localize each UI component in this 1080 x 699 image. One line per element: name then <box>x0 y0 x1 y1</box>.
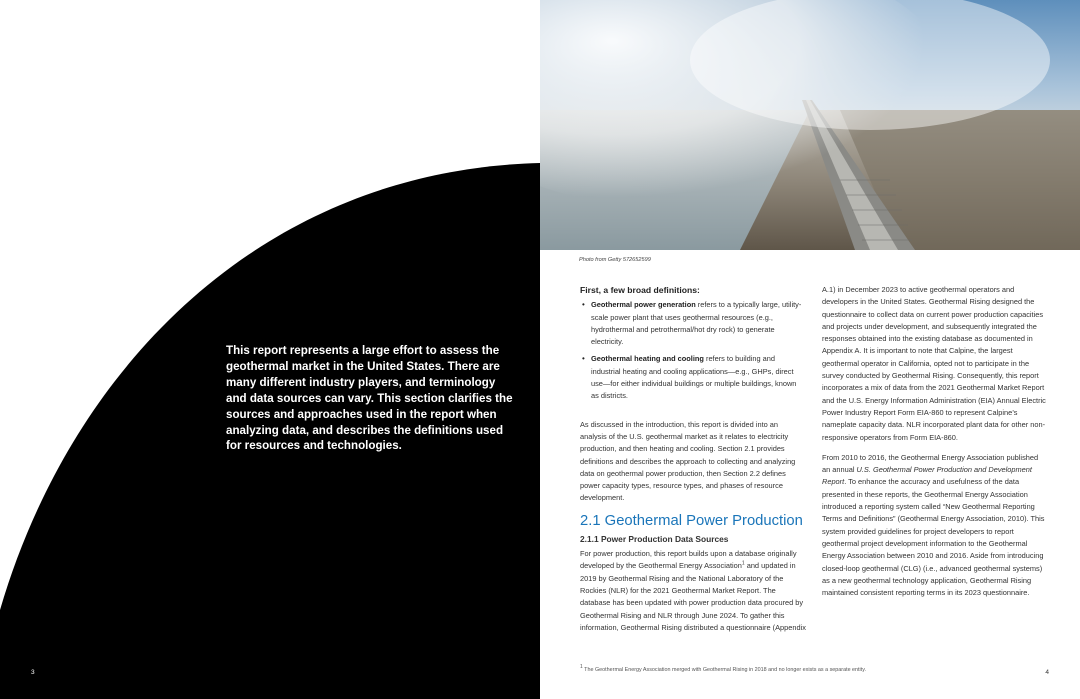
definition-term: Geothermal heating and cooling <box>591 354 704 364</box>
definition-text: refers to a typically large, utility-scale power plant that uses geothermal resources (e.g., hydrothermal and petrothermal/hot dry rock) to generate electricity. <box>591 300 802 347</box>
text-column-right <box>822 284 1047 599</box>
report-title: U.S. Geothermal Power Production and Development Report <box>822 465 1032 487</box>
text-column-left <box>580 284 806 634</box>
footnote-marker: 1 <box>580 664 583 671</box>
boardwalk-photo <box>540 0 1080 250</box>
history-paragraph <box>822 452 1047 600</box>
definitions-title: First, a few broad definitions: <box>580 285 700 295</box>
power-production-paragraph <box>580 548 806 634</box>
paragraph-text: From 2010 to 2016, the Geothermal Energy Association published an annual <box>822 452 1039 475</box>
definition-item <box>580 353 806 402</box>
section-heading: 2.1 Geothermal Power Production <box>580 512 803 529</box>
subsection-heading: 2.1.1 Power Production Data Sources <box>580 533 729 544</box>
footnote-reference: 1 <box>741 560 745 567</box>
paragraph-text: For power production, this report builds upon a database originally developed by the Geothermal Energy Association <box>580 549 797 571</box>
intro-statement: This report represents a large effort to assess the geothermal market in the United States. There are many different industry players, and terminology and data sources can vary. This section clarifies the sources and approaches used in the report when analyzing data, and describes the definitions used for resources and technologies. <box>226 344 513 453</box>
right-page <box>540 0 1080 699</box>
definitions-list <box>580 299 806 402</box>
page-number-left: 3 <box>31 669 35 676</box>
paragraph-text: . To enhance the accuracy and usefulness of the data presented in these reports, the Geothermal Energy Association introduced a reporting system called “New Geothermal Reporting Terms and Definitions” (Geothermal Energy Association, 2010). This system provided guidelines for project developers to report geothermal project development information to the Geothermal Energy Association between 2010 and 2016. Aside from introducing closed-loop geothermal (CLG) (i.e., advanced geothermal systems) as a new geothermal technology application, Geothermal Rising maintained consistent reporting terms in its 2023 questionnaire. <box>822 477 1045 598</box>
definition-term: Geothermal power generation <box>591 300 696 310</box>
photo-credit: Photo from Getty 572652599 <box>579 257 651 263</box>
paragraph-text: and updated in 2019 by Geothermal Rising and the National Laboratory of the Rockies (NLR) for the 2021 Geothermal Market Report. The database has been updated with power production data procured by Geothermal Rising and NLR through June 2024. To gather this information, Geothermal Rising distributed a questionnaire (Appendix <box>580 561 806 632</box>
definition-item <box>580 299 806 348</box>
footnote <box>580 664 867 673</box>
definition-text: refers to building and industrial heating and cooling applications—e.g., GHPs, direct use—for either individual buildings or multiple buildings, known as districts. <box>591 354 797 401</box>
survey-paragraph: A.1) in December 2023 to active geothermal operators and developers in the United States. Geothermal Rising designed the questionnaire to collect data on current power production capacities and projects under development, and subsequently integrated the responses obtained into the existing database as documented in Appendix A. It is important to note that Calpine, the largest geothermal operator in California, opted not to participate in the survey conducted by Geothermal Rising. Consequently, this report incorporates a mix of data from the 2021 Geothermal Market Report and the U.S. Energy Information Administration (EIA) Annual Electric Power Industry Report Form EIA-860 to represent Calpine’s nameplate capacity data. NLR incorporated plant data for other non-responsive operators from Form EIA-860. <box>822 285 1046 442</box>
intro-paragraph: As discussed in the introduction, this report is divided into an analysis of the U.S. geothermal market as it relates to electricity production, and then heating and cooling. Section 2.1 provides definitions and describes the approach to collecting and analyzing data on geothermal power production, then Section 2.2 defines power capacity types, resource types, and phases of resource development. <box>580 419 796 503</box>
page-number-right: 4 <box>1045 669 1049 676</box>
footnote-text: The Geothermal Energy Association merged with Geothermal Rising in 2018 and no longer exists as a separate entity. <box>582 667 867 673</box>
